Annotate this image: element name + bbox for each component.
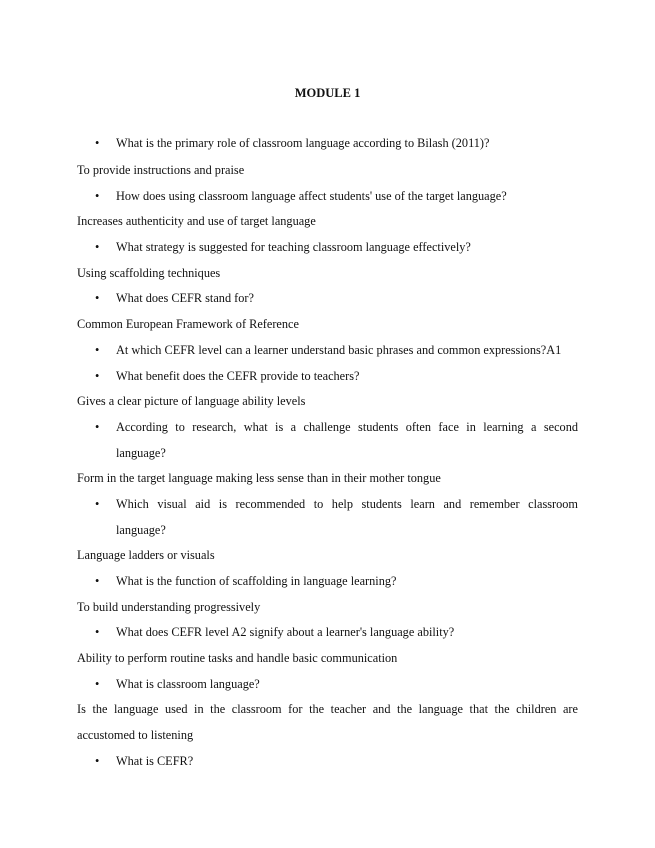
answer-4: Common European Framework of Reference (77, 317, 299, 331)
bullet-icon: • (95, 240, 100, 254)
answer-3: Using scaffolding techniques (77, 266, 221, 280)
bullet-icon: • (95, 754, 100, 768)
answer-8: Language ladders or visuals (77, 548, 215, 562)
question-8-line-2: language? (116, 523, 166, 537)
question-8-line-1: Which visual aid is recommended to help students learn and remember classroom (116, 497, 578, 511)
bullet-icon: • (95, 291, 100, 305)
bullet-icon: • (95, 420, 100, 434)
question-10: What does CEFR level A2 signify about a learner's language ability? (116, 625, 455, 639)
answer-10: Ability to perform routine tasks and handle basic communication (77, 651, 398, 665)
question-12: What is CEFR? (116, 754, 194, 768)
answer-2: Increases authenticity and use of target language (77, 214, 316, 228)
answer-11-line-2: accustomed to listening (77, 728, 194, 742)
bullet-icon: • (95, 677, 100, 691)
question-6: What benefit does the CEFR provide to teachers? (116, 369, 360, 383)
bullet-icon: • (95, 497, 100, 511)
answer-1: To provide instructions and praise (77, 163, 245, 177)
bullet-icon: • (95, 343, 100, 357)
question-7-line-2: language? (116, 446, 166, 460)
question-2: How does using classroom language affect students' use of the target language? (116, 189, 507, 203)
question-1: What is the primary role of classroom language according to Bilash (2011)? (116, 136, 490, 150)
bullet-icon: • (95, 369, 100, 383)
answer-7: Form in the target language making less sense than in their mother tongue (77, 471, 441, 485)
answer-11-line-1: Is the language used in the classroom for the teacher and the language that the children are (77, 702, 578, 716)
question-7-line-1: According to research, what is a challenge students often face in learning a second (116, 420, 578, 434)
module-title: MODULE 1 (294, 86, 361, 100)
question-3: What strategy is suggested for teaching classroom language effectively? (116, 240, 471, 254)
question-9: What is the function of scaffolding in language learning? (116, 574, 397, 588)
bullet-icon: • (95, 625, 100, 639)
answer-6: Gives a clear picture of language ability levels (77, 394, 306, 408)
question-5: At which CEFR level can a learner understand basic phrases and common expressions?A1 (116, 343, 562, 357)
bullet-icon: • (95, 574, 100, 588)
answer-9: To build understanding progressively (77, 600, 261, 614)
bullet-icon: • (95, 136, 100, 150)
question-4: What does CEFR stand for? (116, 291, 254, 305)
question-11: What is classroom language? (116, 677, 260, 691)
bullet-icon: • (95, 189, 100, 203)
